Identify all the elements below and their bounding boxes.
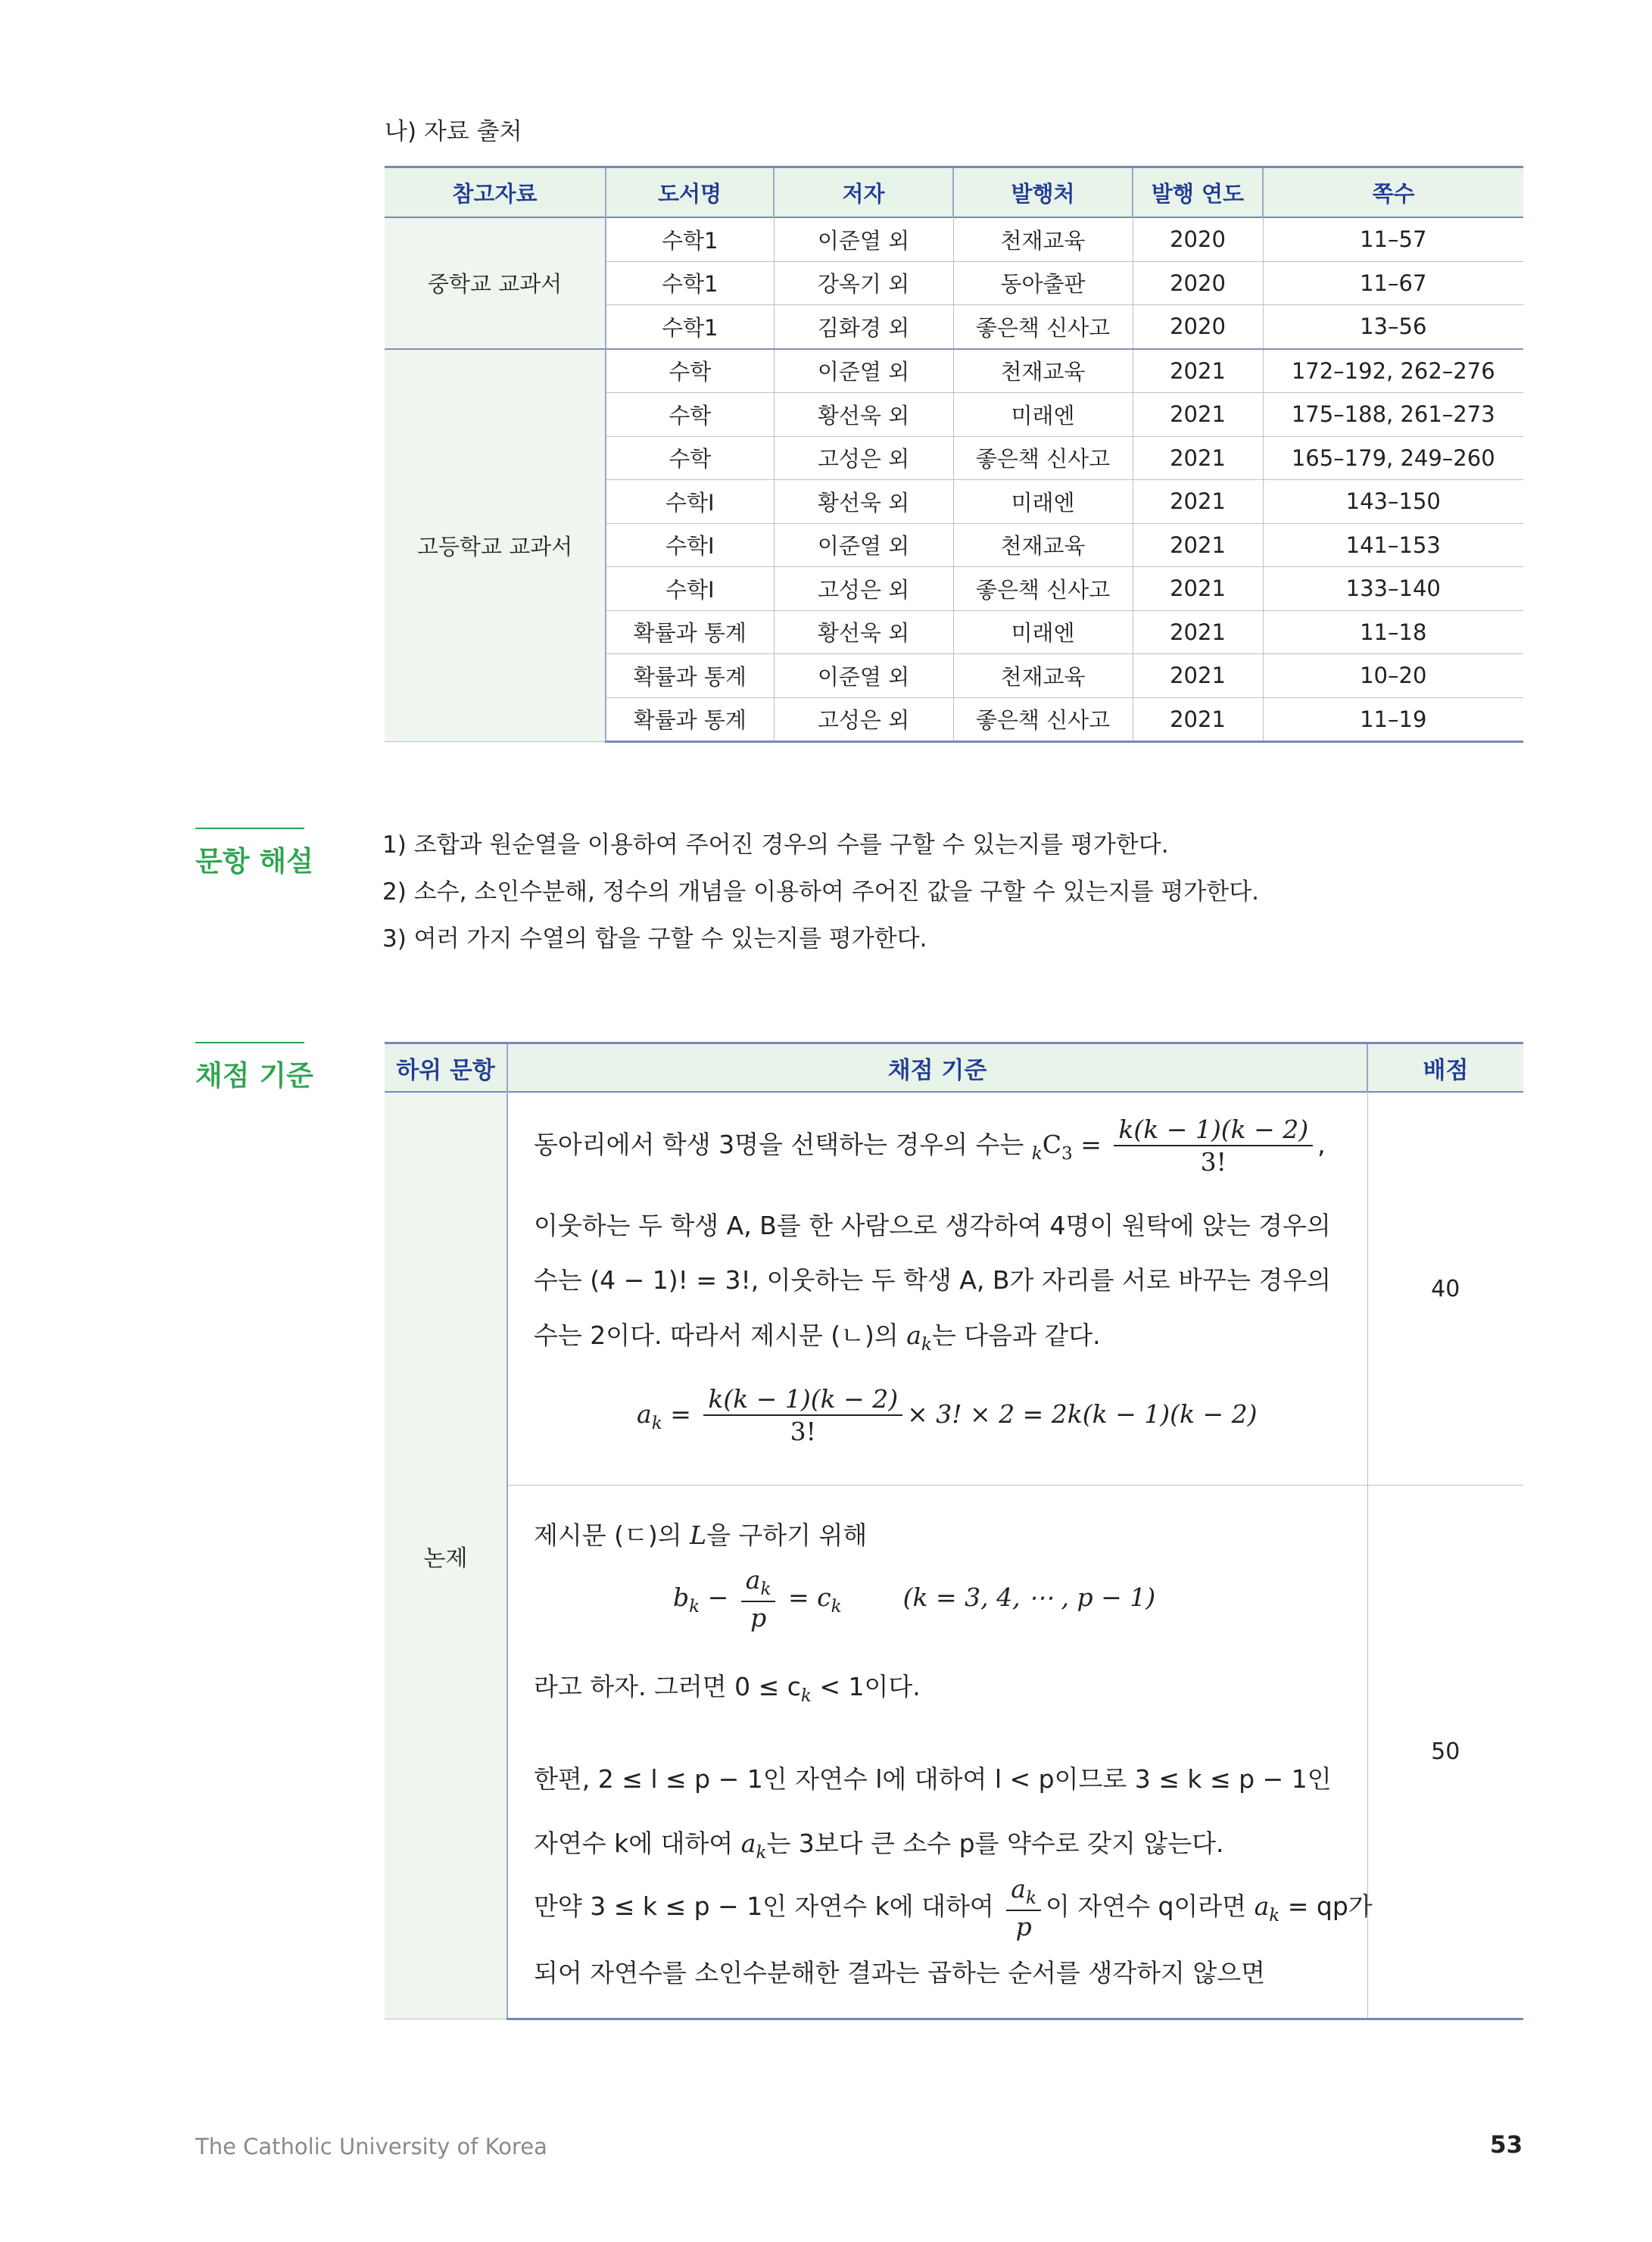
points-cell: 40 — [1367, 1092, 1523, 1486]
pages-cell: 175–188, 261–273 — [1263, 393, 1523, 437]
year-cell: 2021 — [1133, 567, 1263, 611]
criteria-line: 라고 하자. 그러면 $0 \le c_k < 1$이다. — [534, 1672, 921, 1707]
criteria-line: 되어 자연수를 소인수분해한 결과는 곱하는 순서를 생각하지 않으면 — [534, 1958, 1266, 1988]
criteria-line: 이웃하는 두 학생 A, B를 한 사람으로 생각하여 4명이 원탁에 앉는 경우의 — [534, 1211, 1331, 1240]
explanation-item: 2) 소수, 소인수분해, 정수의 개념을 이용하여 주어진 값을 구할 수 있는지를 평가한다. — [382, 878, 1259, 906]
criteria-line: 수는 (4 − 1)! = 3!, 이웃하는 두 학생 A, B가 자리를 서로 바꾸는 경우의 — [534, 1265, 1331, 1295]
pages-cell: 133–140 — [1263, 567, 1523, 611]
col-header-pages: 쪽수 — [1263, 167, 1523, 218]
year-cell: 2020 — [1133, 217, 1263, 261]
year-cell: 2020 — [1133, 261, 1263, 305]
sources-table — [385, 166, 1523, 743]
author-cell: 황선욱 외 — [774, 393, 953, 437]
page-number: 53 — [1490, 2131, 1523, 2159]
author-cell: 고성은 외 — [774, 697, 953, 742]
sub-item-cell: 논제 — [385, 1092, 507, 2019]
criteria-line: 만약 3 ≤ k ≤ p − 1인 자연수 k에 대하여 $\frac{a_k}{p}$ 이 자연수 q이라면 $a_k$ = qp가 — [534, 1874, 1373, 1941]
explanation-item: 3) 여러 가지 수열의 합을 구할 수 있는지를 평가한다. — [382, 925, 927, 953]
pages-cell: 10–20 — [1263, 654, 1523, 698]
pages-cell: 165–179, 249–260 — [1263, 436, 1523, 480]
author-cell: 황선욱 외 — [774, 610, 953, 654]
publisher-cell: 천재교육 — [953, 523, 1133, 567]
criteria-line: 수는 2이다. 따라서 제시문 (ㄴ)의 $a_k$는 다음과 같다. — [534, 1321, 1101, 1355]
sources-heading: 나) 자료 출처 — [385, 118, 522, 145]
publisher-cell: 천재교육 — [953, 654, 1133, 698]
col-header-publisher: 발행처 — [953, 167, 1133, 218]
criteria-block-1 — [508, 1093, 1367, 1485]
scoring-row — [385, 1486, 1523, 2019]
criteria-line: 한편, 2 ≤ l ≤ p − 1인 자연수 l에 대하여 l < p이므로 3 ≤ k ≤ p − 1인 — [534, 1764, 1332, 1794]
year-cell: 2021 — [1133, 480, 1263, 524]
year-cell: 2021 — [1133, 697, 1263, 742]
scoring-label — [195, 1042, 313, 1093]
author-cell: 이준열 외 — [774, 217, 953, 261]
year-cell: 2021 — [1133, 610, 1263, 654]
year-cell: 2021 — [1133, 654, 1263, 698]
author-cell: 이준열 외 — [774, 654, 953, 698]
scoring-rule — [195, 1042, 304, 1043]
criteria-cell — [507, 1092, 1367, 1486]
col-header-sub-item: 하위 문항 — [385, 1043, 507, 1093]
publisher-cell: 좋은책 신사고 — [953, 697, 1133, 742]
pages-cell: 11–19 — [1263, 697, 1523, 742]
title-cell: 수학1 — [606, 217, 774, 261]
publisher-cell: 좋은책 신사고 — [953, 305, 1133, 349]
criteria-line: 자연수 k에 대하여 $a_k$는 3보다 큰 소수 p를 약수로 갖지 않는다. — [534, 1829, 1224, 1863]
author-cell: 강옥기 외 — [774, 261, 953, 305]
pages-cell: 11–18 — [1263, 610, 1523, 654]
col-header-points: 배점 — [1367, 1043, 1523, 1093]
year-cell: 2021 — [1133, 436, 1263, 480]
fraction: $\frac{a_k}{p}$ — [1006, 1873, 1041, 1942]
title-cell: 수학 — [606, 436, 774, 480]
col-header-reference: 참고자료 — [385, 167, 606, 218]
points-cell: 50 — [1367, 1486, 1523, 2019]
scoring-row — [385, 1092, 1523, 1486]
publisher-cell: 좋은책 신사고 — [953, 436, 1133, 480]
table-row — [385, 217, 1523, 261]
publisher-cell: 천재교육 — [953, 217, 1133, 261]
pages-cell: 11–57 — [1263, 217, 1523, 261]
footer-university: The Catholic University of Korea — [195, 2134, 547, 2159]
author-cell: 김화경 외 — [774, 305, 953, 349]
formula-bk: $b_k$ − $\frac{a_k}{p}$ = $c_k$ (k = 3, 4, ⋯ , p − 1) — [673, 1565, 1156, 1632]
explanation-list — [382, 822, 1259, 962]
fraction: $\frac{a_k}{p}$ — [741, 1564, 776, 1633]
publisher-cell: 미래엔 — [953, 610, 1133, 654]
author-cell: 황선욱 외 — [774, 480, 953, 524]
pages-cell: 11–67 — [1263, 261, 1523, 305]
table-row — [385, 349, 1523, 393]
col-header-author: 저자 — [774, 167, 953, 218]
scoring-label-text: 채점 기준 — [195, 1059, 313, 1092]
criteria-block-2 — [508, 1486, 1373, 2018]
year-cell: 2021 — [1133, 349, 1263, 393]
title-cell: 확률과 통계 — [606, 654, 774, 698]
year-cell: 2021 — [1133, 393, 1263, 437]
pages-cell: 172–192, 262–276 — [1263, 349, 1523, 393]
category-cell: 고등학교 교과서 — [385, 349, 606, 742]
year-cell: 2021 — [1133, 523, 1263, 567]
title-cell: 수학 — [606, 349, 774, 393]
publisher-cell: 좋은책 신사고 — [953, 567, 1133, 611]
formula-ak: $a_k$ = $\frac{k(k - 1)(k - 2)}{3!}$ × 3! × 2 = 2k(k − 1)(k − 2) — [637, 1384, 1258, 1447]
explanation-rule — [195, 828, 304, 829]
publisher-cell: 미래엔 — [953, 393, 1133, 437]
publisher-cell: 동아출판 — [953, 261, 1133, 305]
title-cell: 수학1 — [606, 305, 774, 349]
category-cell: 중학교 교과서 — [385, 217, 606, 349]
author-cell: 고성은 외 — [774, 436, 953, 480]
fraction: $\frac{k(k - 1)(k - 2)}{3!}$ — [1114, 1114, 1313, 1178]
fraction: $\frac{k(k - 1)(k - 2)}{3!}$ — [703, 1383, 902, 1448]
explanation-label — [195, 828, 313, 879]
col-header-year: 발행 연도 — [1133, 167, 1263, 218]
explanation-label-text: 문항 해설 — [195, 845, 313, 878]
pages-cell: 13–56 — [1263, 305, 1523, 349]
title-cell: 수학1 — [606, 261, 774, 305]
pages-cell: 143–150 — [1263, 480, 1523, 524]
year-cell: 2020 — [1133, 305, 1263, 349]
criteria-line: 제시문 (ㄷ)의 L을 구하기 위해 — [534, 1520, 868, 1550]
scoring-table — [385, 1042, 1523, 2020]
author-cell: 이준열 외 — [774, 523, 953, 567]
title-cell: 확률과 통계 — [606, 610, 774, 654]
col-header-title: 도서명 — [606, 167, 774, 218]
author-cell: 이준열 외 — [774, 349, 953, 393]
publisher-cell: 미래엔 — [953, 480, 1133, 524]
author-cell: 고성은 외 — [774, 567, 953, 611]
title-cell: 수학Ⅰ — [606, 567, 774, 611]
title-cell: 수학Ⅰ — [606, 480, 774, 524]
explanation-item: 1) 조합과 원순열을 이용하여 주어진 경우의 수를 구할 수 있는지를 평가한다. — [382, 831, 1169, 859]
title-cell: 수학Ⅰ — [606, 523, 774, 567]
scoring-header-row — [385, 1043, 1523, 1093]
criteria-cell — [507, 1486, 1373, 2019]
pages-cell: 141–153 — [1263, 523, 1523, 567]
title-cell: 수학 — [606, 393, 774, 437]
criteria-line: 동아리에서 학생 3명을 선택하는 경우의 수는 $_kC_3$ = $\frac{k(k - 1)(k - 2)}{3!}$ , — [534, 1115, 1326, 1177]
col-header-criteria: 채점 기준 — [507, 1043, 1367, 1093]
publisher-cell: 천재교육 — [953, 349, 1133, 393]
sources-header-row — [385, 167, 1523, 218]
title-cell: 확률과 통계 — [606, 697, 774, 742]
